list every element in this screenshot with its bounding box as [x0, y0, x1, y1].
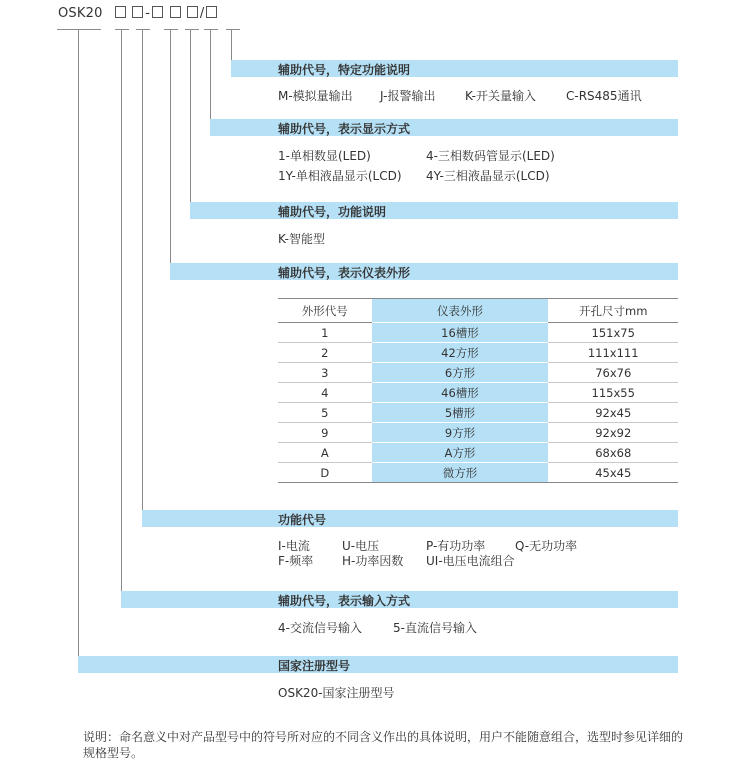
national-item: OSK20-国家注册型号: [278, 686, 395, 700]
cell-cutout: 68x68: [548, 443, 678, 463]
section-bar-display: [210, 119, 678, 136]
underline-prefix: [57, 29, 101, 30]
cell-code: 1: [278, 323, 372, 343]
cell-shape: 9方形: [372, 423, 549, 443]
function-item-f: F-频率: [278, 554, 314, 568]
section-title-special: 辅助代号，特定功能说明: [278, 63, 411, 77]
function-item-h: H-功率因数: [342, 554, 404, 568]
model-dash: -: [145, 6, 151, 21]
connector-display: [210, 29, 211, 127]
code-box-5: [187, 6, 198, 18]
connector-func-desc: [190, 29, 191, 210]
cell-cutout: 115x55: [548, 383, 678, 403]
underline-box-5: [204, 29, 218, 30]
code-box-1: [115, 6, 126, 18]
model-code: [58, 6, 218, 21]
section-title-input: 辅助代号，表示输入方式: [278, 594, 411, 608]
table-row: [278, 343, 678, 363]
table-row: [278, 423, 678, 443]
header-shape-code: 外形代号: [278, 299, 372, 323]
section-title-function: 功能代号: [278, 513, 327, 527]
code-box-4: [170, 6, 181, 18]
connector-shape: [170, 29, 171, 271]
code-box-3: [152, 6, 163, 18]
cell-shape: 5槽形: [372, 403, 549, 423]
function-item-q: Q-无功功率: [515, 539, 578, 553]
underline-box-3: [164, 29, 178, 30]
cell-code: A: [278, 443, 372, 463]
header-cutout: 开孔尺寸mm: [548, 299, 678, 323]
underline-box-4: [185, 29, 199, 30]
special-item-m: M-模拟量输出: [278, 89, 353, 103]
section-bar-func-desc: [190, 202, 678, 219]
code-box-6: [206, 6, 217, 18]
table-row: [278, 463, 678, 483]
shape-table: [278, 298, 678, 483]
section-bar-national: [78, 656, 678, 673]
table-row: [278, 383, 678, 403]
display-item-4: 4-三相数码管显示(LED): [426, 149, 555, 163]
shape-table-header: [278, 299, 678, 323]
cell-shape: 微方形: [372, 463, 549, 483]
cell-shape: 46槽形: [372, 383, 549, 403]
display-item-1y: 1Y-单相液晶显示(LCD): [278, 169, 402, 183]
model-prefix: OSK20: [58, 6, 103, 21]
header-shape: 仪表外形: [372, 299, 549, 323]
cell-code: D: [278, 463, 372, 483]
underline-box-6: [226, 29, 240, 30]
cell-shape: A方形: [372, 443, 549, 463]
underline-box-2: [136, 29, 150, 30]
footnote: 说明：命名意义中对产品型号中的符号所对应的不同含义作出的具体说明，用户不能随意组合，选型时参见详细的规格型号。: [83, 730, 684, 760]
function-item-i: I-电流: [278, 539, 310, 553]
func-desc-item-k: K-智能型: [278, 232, 325, 246]
cell-shape: 6方形: [372, 363, 549, 383]
special-item-c: C-RS485通讯: [566, 89, 642, 103]
table-row: [278, 363, 678, 383]
section-bar-shape: [170, 263, 678, 280]
cell-code: 2: [278, 343, 372, 363]
cell-cutout: 92x45: [548, 403, 678, 423]
cell-shape: 42方形: [372, 343, 549, 363]
model-slash: /: [199, 6, 205, 21]
cell-code: 9: [278, 423, 372, 443]
underline-box-1: [115, 29, 129, 30]
input-item-dc: 5-直流信号输入: [393, 621, 477, 635]
cell-shape: 16槽形: [372, 323, 549, 343]
table-row: [278, 323, 678, 343]
cell-code: 5: [278, 403, 372, 423]
special-item-j: J-报警输出: [380, 89, 436, 103]
special-item-k: K-开关量输入: [465, 89, 536, 103]
section-bar-input: [121, 591, 678, 608]
section-title-display: 辅助代号，表示显示方式: [278, 122, 411, 136]
connector-input: [121, 29, 122, 599]
code-box-2: [132, 6, 143, 18]
cell-cutout: 111x111: [548, 343, 678, 363]
section-bar-function: [142, 510, 678, 527]
input-item-ac: 4-交流信号输入: [278, 621, 362, 635]
cell-cutout: 76x76: [548, 363, 678, 383]
display-item-4y: 4Y-三相液晶显示(LCD): [426, 169, 550, 183]
section-bar-special: [231, 60, 678, 77]
function-item-p: P-有功功率: [426, 539, 486, 553]
connector-function: [142, 29, 143, 518]
cell-cutout: 45x45: [548, 463, 678, 483]
function-item-u: U-电压: [342, 539, 380, 553]
cell-cutout: 92x92: [548, 423, 678, 443]
connector-national: [78, 29, 79, 664]
display-item-1: 1-单相数显(LED): [278, 149, 371, 163]
section-title-shape: 辅助代号，表示仪表外形: [278, 266, 411, 280]
section-title-func-desc: 辅助代号，功能说明: [278, 205, 387, 219]
table-row: [278, 403, 678, 423]
function-item-ui: UI-电压电流组合: [426, 554, 515, 568]
cell-cutout: 151x75: [548, 323, 678, 343]
table-row: [278, 443, 678, 463]
cell-code: 4: [278, 383, 372, 403]
section-title-national: 国家注册型号: [278, 659, 351, 673]
cell-code: 3: [278, 363, 372, 383]
